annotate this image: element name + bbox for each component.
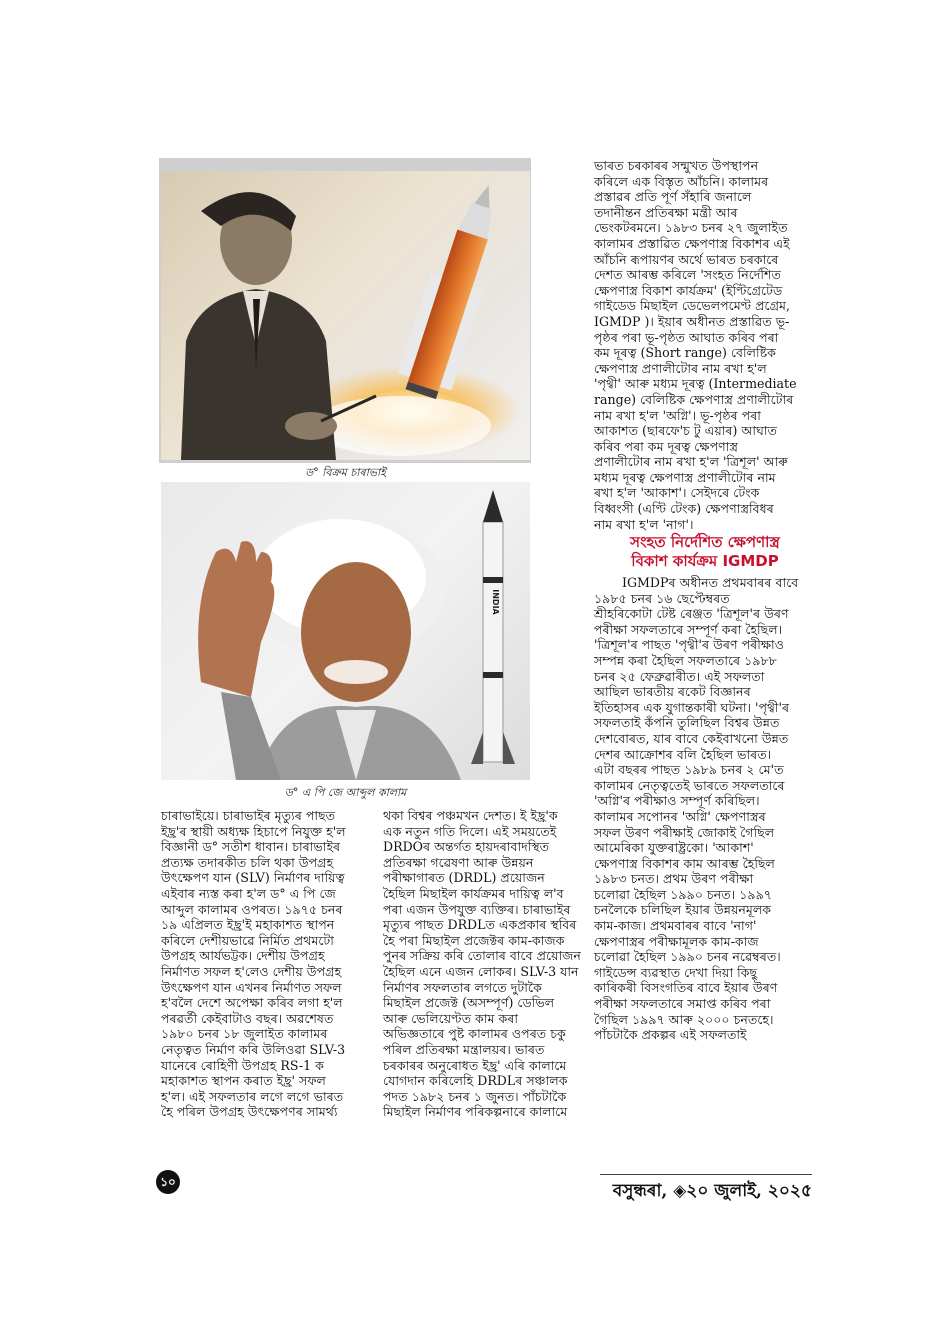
text-line: উৎক্ষেপণ যান (SLV) নিৰ্মাণৰ দায়িত্ব — [161, 870, 345, 886]
text-line: ক্ষেপণাস্ত্ৰ বিকাশৰ কাম আৰম্ভ হৈছিল — [594, 855, 775, 871]
text-line: পুনৰ সক্ৰিয় কৰি তোলাৰ বাবে প্ৰয়োজন — [383, 948, 581, 964]
text-line: প্ৰণালীটোৰ নাম ৰখা হ'ল 'ত্ৰিশূল' আৰু — [594, 454, 788, 470]
text-line: ৰখা হ'ল 'আকাশ'। সেইদৰে টেংক — [594, 485, 760, 501]
text-line: যোগদান কৰিলেহি DRDLৰ সঞ্চালক — [383, 1073, 568, 1089]
text-line: ১৯ এপ্ৰিলত ইছ্ৰ'ই মহাকাশত স্থাপন — [161, 917, 335, 933]
text-line: অভিজ্ঞতাৰে পুষ্ট কালামৰ ওপৰত চকু — [383, 1026, 566, 1042]
text-line: DRDOৰ অন্তৰ্গত হায়দৰাবাদস্থিত — [383, 839, 550, 855]
text-line: কাম-কাজ। প্ৰথমবাৰৰ বাবে 'নাগ' — [594, 918, 757, 934]
text-line: IGMDP )। ইয়াৰ অধীনত প্ৰস্তাৱিত ভূ- — [594, 313, 790, 329]
text-line: ইতিহাসৰ এক যুগান্তকাৰী ঘটনা। 'পৃথ্বী'ৰ — [594, 699, 790, 715]
text-line: হৈ পৰা মিছাইল প্ৰজেক্টৰ কাম-কাজক — [383, 932, 565, 948]
kalam-missile-illustration — [161, 482, 530, 780]
photo2-caption: ড° এ পি জে আব্দুল কালাম — [284, 786, 407, 799]
text-line: কম দূৰত্ব (Short range) বেলিষ্টিক — [594, 345, 776, 361]
text-line: পদত ১৯৮২ চনৰ ১ জুনত। পাঁচটাকৈ — [383, 1088, 567, 1104]
text-line: চাৰাভাইয়ে। চাৰাভাইৰ মৃত্যুৰ পাছত — [161, 808, 336, 823]
text-line: মৃত্যুৰ পাছত DRDLত একপ্ৰকাৰ স্থবিৰ — [383, 917, 577, 933]
text-line: চলোৱা হৈছিল ১৯৯০ চনত। ১৯৯৭ — [594, 886, 772, 902]
text-line: গাইডেড মিছাইল ডেভেলপমেণ্ট প্ৰগ্ৰেম, — [594, 298, 791, 314]
text-line: চনলৈকে চলিছিল ইয়াৰ উন্নয়নমূলক — [594, 902, 772, 918]
sarabhai-rocket-illustration — [161, 171, 530, 460]
text-line: আঁচনি ৰূপায়ণৰ অৰ্থে ভাৰত চৰকাৰে — [594, 251, 779, 267]
page-number: ১০ — [156, 1170, 180, 1194]
text-line: কালামৰ প্ৰস্তাৱিত ক্ষেপণাস্ত্ৰ বিকাশৰ এই — [594, 235, 790, 251]
text-line: দেশৰ আক্ৰোশৰ বলি হৈছিল ভাৰত। — [594, 746, 772, 762]
text-line: ১৯৮৫ চনৰ ১৬ ছেপ্টেম্বৰত — [594, 590, 730, 606]
text-line: পৰীক্ষা সফলতাৰে সম্পূৰ্ণ কৰা হৈছিল। — [594, 621, 783, 637]
text-line: কালামৰ সপোনৰ 'অগ্নি' ক্ষেপণাস্ত্ৰৰ — [594, 808, 766, 824]
article-column-right-top — [594, 158, 816, 532]
text-line: মিছাইল প্ৰজেক্ট (অসম্পূৰ্ণ) ডেভিল — [383, 995, 555, 1011]
text-line: প্ৰস্তাৱৰ প্ৰতি পূৰ্ণ সঁহাৰি জনালে — [594, 189, 752, 205]
text-line: ক্ষেপণাস্ত্ৰ প্ৰণালীটোৰ নাম ৰখা হ'ল — [594, 360, 767, 376]
text-line: মহাকাশত স্থাপন কৰাত ইছ্ৰ' সফল — [161, 1073, 326, 1089]
text-line: নাম ৰখা হ'ল 'অগ্নি'। ভূ-পৃষ্ঠৰ পৰা — [594, 407, 761, 423]
text-line: গৈছিল ১৯৯৭ আৰু ২০০০ চনতহে। — [594, 1011, 774, 1027]
text-line: হ'বলৈ দেশে অপেক্ষা কৰিব লগা হ'ল — [161, 995, 343, 1011]
text-line: গাইডেন্স ব্যৱস্থাত দেখা দিয়া কিছু — [594, 964, 758, 980]
text-line: কৰিলে দেশীয়ভাৱে নিৰ্মিত প্ৰথমটো — [161, 932, 334, 948]
section-heading-line-1: সংহত নিৰ্দেশিত ক্ষেপণাস্ত্ৰ — [630, 533, 780, 551]
missile-label: INDIA — [491, 589, 500, 615]
text-line: হৈছিল মিছাইল কাৰ্যক্ৰমৰ দায়িত্ব ল'ব — [383, 885, 564, 901]
text-line: থকা বিশ্বৰ পঞ্চমখন দেশত। ই ইছ্ৰ'ক — [383, 808, 558, 823]
article-column-middle — [383, 808, 591, 1120]
vikram-sarabhai-photo — [161, 171, 530, 460]
text-line: হৈ পৰিল উপগ্ৰহ উৎক্ষেপণৰ সামৰ্থ্য — [161, 1104, 338, 1120]
section-heading-line-2: বিকাশ কাৰ্যক্ৰম IGMDP — [631, 552, 779, 570]
text-line: প্ৰতিৰক্ষা গৱেষণা আৰু উন্নয়ন — [383, 854, 534, 870]
text-line: ভাৰত চৰকাৰৰ সন্মুখত উপস্থাপন — [594, 158, 759, 173]
text-line: নেতৃত্বত নিৰ্মাণ কৰি উলিওৱা SLV-3 — [161, 1041, 346, 1057]
text-line: মধ্যম দূৰত্ব ক্ষেপণাস্ত্ৰ প্ৰণালীটোৰ নাম — [594, 469, 776, 485]
text-line: দেশত আৰম্ভ কৰিলে 'সংহত নিৰ্দেশিত — [594, 267, 781, 283]
footer-rule — [600, 1174, 812, 1175]
text-line: ক্ষেপণাস্ত্ৰৰ পৰীক্ষামূলক কাম-কাজ — [594, 933, 759, 949]
masthead: বসুন্ধৰা, ◈২০ জুলাই, ২০২৫ — [612, 1181, 812, 1201]
text-line: আব্দুল কালামৰ ওপৰত। ১৯৭৫ চনৰ — [161, 901, 343, 917]
article-column-left — [161, 808, 369, 1120]
text-line: নিৰ্মাণৰ সফলতাৰ লগতে দুটাকৈ — [383, 979, 542, 995]
text-line: হ'ল। এই সফলতাৰ লগে লগে ভাৰত — [161, 1088, 344, 1104]
text-line: ইছ্ৰ'ৰ স্থায়ী অধ্যক্ষ হিচাপে নিযুক্ত হ'ল — [161, 823, 346, 839]
text-line: ১৯৮০ চনৰ ১৮ জুলাইত কালামৰ — [161, 1026, 328, 1042]
text-line: উপগ্ৰহ আৰ্যভট্টক। দেশীয় উপগ্ৰহ — [161, 948, 325, 964]
text-line: পৃষ্ঠৰ পৰা ভূ-পৃষ্ঠত আঘাত কৰিব পৰা — [594, 329, 779, 345]
text-line: এইবাৰ ন্যস্ত কৰা হ'ল ড° এ পি জে — [161, 885, 336, 901]
text-line: কালামৰ নেতৃত্বতেই ভাৰতে সফলতাৰে — [594, 777, 785, 793]
text-line: IGMDPৰ অধীনত প্ৰথমবাৰৰ বাবে — [622, 575, 799, 590]
text-line: 'পৃথ্বী' আৰু মধ্যম দূৰত্ব (Intermediate — [594, 376, 797, 392]
text-line: পৰীক্ষা সফলতাৰে সমাপ্ত কৰিব পৰা — [594, 996, 771, 1012]
text-line: আমেৰিকা যুক্তৰাষ্ট্ৰকো। 'আকাশ' — [594, 840, 754, 856]
text-line: শ্ৰীহৰিকোটা টেষ্ট ৰেঞ্জত 'ত্ৰিশূল'ৰ উৰণ — [594, 606, 789, 622]
text-line: সম্পন্ন কৰা হৈছিল সফলতাৰে ১৯৮৮ — [594, 652, 777, 668]
text-line: যানেৰে ৰোহিণী উপগ্ৰহ RS-1 ক — [161, 1057, 324, 1073]
text-line: কাৰিকৰী বিসংগতিৰ বাবে ইয়াৰ উৰণ — [594, 980, 778, 996]
photo1-caption: ড° বিক্ৰম চাৰাভাই — [305, 466, 386, 479]
text-line: সফলতাই কঁপনি তুলিছিল বিশ্বৰ উন্নত — [594, 715, 780, 731]
text-line: পৰিল প্ৰতিৰক্ষা মন্ত্ৰালয়ৰ। ভাৰত — [383, 1041, 545, 1057]
text-line: কৰিলে এক বিস্তৃত আঁচনি। কালামৰ — [594, 173, 769, 189]
text-line: পৰীক্ষাগাৰত (DRDL) প্ৰয়োজন — [383, 870, 545, 886]
text-line: ১৯৮৩ চনত। প্ৰথম উৰণ পৰীক্ষা — [594, 871, 754, 887]
text-line: ক্ষেপণাস্ত্ৰ বিকাশ কাৰ্যক্ৰম' (ইণ্টিগ্ৰেটেড — [594, 282, 783, 298]
abdul-kalam-photo — [161, 482, 530, 780]
text-line: চলোৱা হৈছিল ১৯৯০ চনৰ নৱেম্বৰত। — [594, 949, 781, 965]
text-line: চৰকাৰৰ অনুৰোধত ইছ্ৰ' এৰি কালামে — [383, 1057, 567, 1073]
section-heading — [594, 533, 816, 571]
article-column-right-bottom — [594, 575, 816, 1043]
text-line: তদানীন্তন প্ৰতিৰক্ষা মন্ত্ৰী আৰ — [594, 204, 738, 220]
text-line: হৈছিল এনে এজন লোকৰ। SLV-3 যান — [383, 963, 579, 979]
text-line: এক নতুন গতি দিলে। এই সময়তেই — [383, 823, 557, 839]
text-line: মিছাইল নিৰ্মাণৰ পৰিকল্পনাৰে কালামে — [383, 1104, 568, 1120]
text-line: ভেংকটৰমনে। ১৯৮৩ চনৰ ২৭ জুলাইত — [594, 220, 788, 236]
text-line: আকাশত (ছাৰফে'চ টু এয়াৰ) আঘাত — [594, 423, 777, 439]
text-line: প্ৰত্যক্ষ তদাৰকীত চলি থকা উপগ্ৰহ — [161, 854, 334, 870]
text-line: বিধ্বংসী (এণ্টি টেংক) ক্ষেপণাস্ত্ৰবিধৰ — [594, 501, 774, 517]
text-line: দেশবোৰত, যাৰ বাবে কেইবাখনো উন্নত — [594, 730, 789, 746]
text-line: পাঁচটাকৈ প্ৰকল্পৰ এই সফলতাই — [594, 1027, 747, 1043]
text-line: আৰু ভেলিয়েণ্টত কাম কৰা — [383, 1010, 519, 1026]
text-line: নাম ৰখা হ'ল 'নাগ'। — [594, 516, 694, 532]
text-line: কৰিব পৰা কম দূৰত্ব ক্ষেপণাস্ত্ৰ — [594, 438, 739, 454]
text-line: এটা বছৰৰ পাছত ১৯৮৯ চনৰ ২ মে'ত — [594, 762, 784, 778]
text-line: 'অগ্নি'ৰ পৰীক্ষাও সম্পূৰ্ণ কৰিছিল। — [594, 793, 760, 809]
text-line: নিৰ্মাণত সফল হ'লেও দেশীয় উপগ্ৰহ — [161, 963, 342, 979]
text-line: চনৰ ২৫ ফেব্ৰুৱাৰীত। এই সফলতা — [594, 668, 765, 684]
text-line: 'ত্ৰিশূল'ৰ পাছত 'পৃথ্বী'ৰ উৰণ পৰীক্ষাও — [594, 637, 784, 653]
text-line: উৎক্ষেপণ যান এখনৰ নিৰ্মাণত সফল — [161, 979, 342, 995]
text-line: সফল উৰণ পৰীক্ষাই জোকাই গৈছিল — [594, 824, 775, 840]
text-line: range) বেলিষ্টিক ক্ষেপণাস্ত্ৰ প্ৰণালীটোৰ — [594, 391, 794, 407]
text-line: পৰৱৰ্তী কেইবাটাও বছৰ। অৱশেষত — [161, 1010, 334, 1026]
text-line: বিজ্ঞানী ড° সতীশ ধাবান। চাৰাভাইৰ — [161, 839, 341, 855]
text-line: আছিল ভাৰতীয় ৰকেট বিজ্ঞানৰ — [594, 684, 751, 700]
text-line: পৰা এজন উপযুক্ত ব্যক্তিৰ। চাৰাভাইৰ — [383, 901, 571, 917]
